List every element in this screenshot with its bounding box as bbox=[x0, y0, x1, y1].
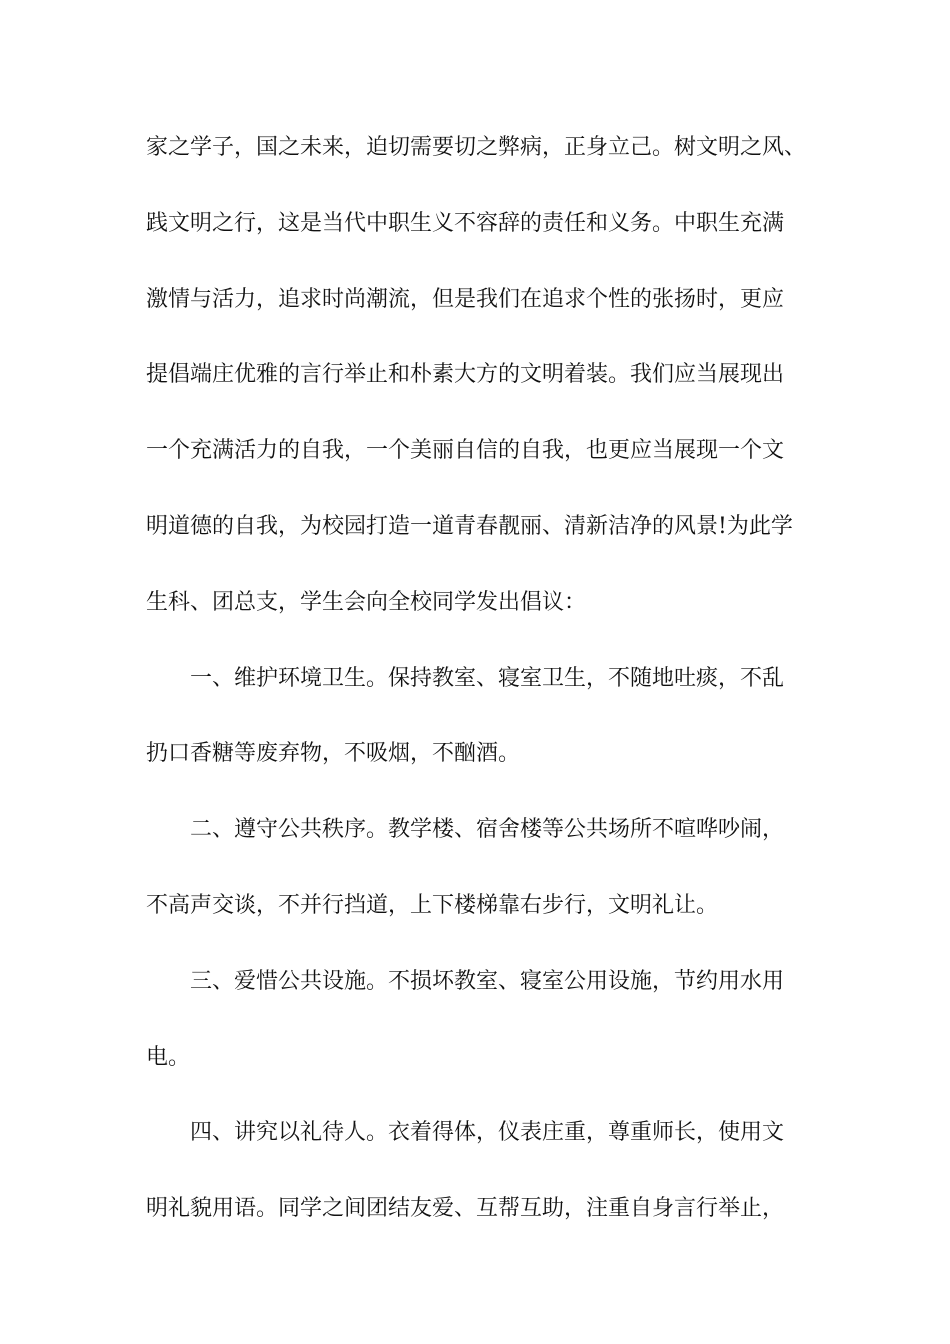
paragraph-first-line: 四、讲究以礼待人。衣着得体，仪表庄重，尊重师长，使用文 bbox=[190, 1120, 785, 1146]
text-line: 家之学子，国之未来，迫切需要切之弊病，正身立己。树文明之风、 bbox=[146, 135, 807, 160]
text-line: 明礼貌用语。同学之间团结友爱、互帮互助，注重自身言行举止， bbox=[146, 1196, 785, 1222]
document-body bbox=[146, 128, 816, 1265]
text-line: 提倡端庄优雅的言行举止和朴素大方的文明着装。我们应当展现出 bbox=[146, 362, 785, 388]
text-line: 明道德的自我，为校园打造一道青春靓丽、清新洁净的风景!为此学 bbox=[146, 513, 793, 539]
paragraph-first-line: 二、遵守公共秩序。教学楼、宿舍楼等公共场所不喧哗吵闹， bbox=[190, 817, 785, 843]
paragraph-first-line: 三、爱惜公共设施。不损坏教室、寝室公用设施，节约用水用 bbox=[190, 968, 785, 994]
text-line: 不高声交谈，不并行挡道，上下楼梯靠右步行，文明礼让。 bbox=[146, 892, 719, 918]
text-line: 激情与活力，追求时尚潮流，但是我们在追求个性的张扬时，更应 bbox=[146, 286, 785, 312]
text-line: 践文明之行，这是当代中职生义不容辞的责任和义务。中职生充满 bbox=[146, 210, 785, 236]
text-line: 一个充满活力的自我，一个美丽自信的自我，也更应当展现一个文 bbox=[146, 438, 785, 464]
text-line: 生科、团总支，学生会向全校同学发出倡议： bbox=[146, 589, 587, 615]
text-line: 扔口香糖等废弃物，不吸烟，不酗酒。 bbox=[146, 741, 521, 767]
paragraph-first-line: 一、维护环境卫生。保持教室、寝室卫生，不随地吐痰，不乱 bbox=[190, 665, 785, 691]
text-line: 电。 bbox=[146, 1044, 191, 1070]
